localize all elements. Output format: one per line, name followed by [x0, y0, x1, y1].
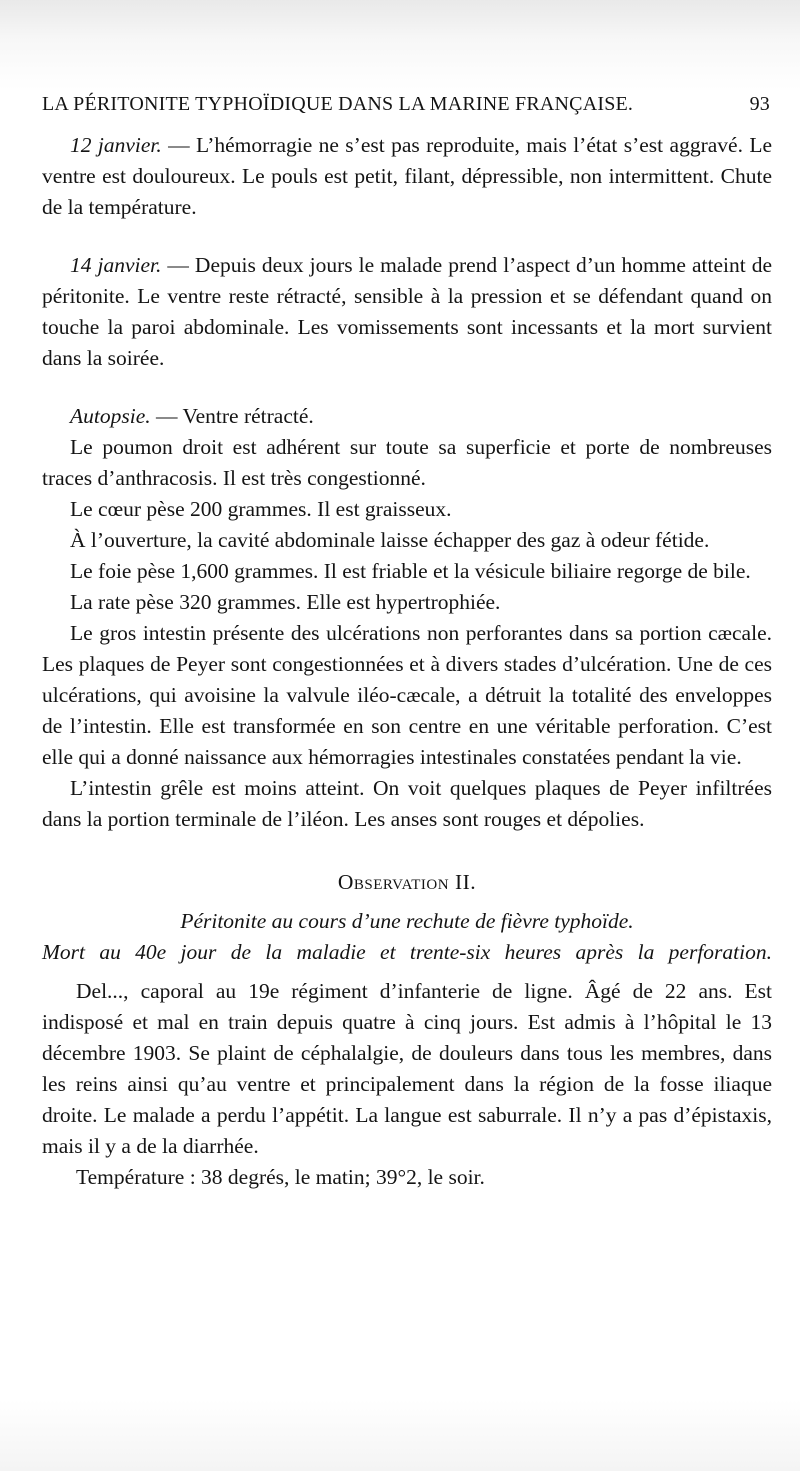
observation-paragraph: Température : 38 degrés, le matin; 39°2, le soir. — [76, 1165, 485, 1189]
entry-text: — L’hémorragie ne s’est pas reproduite, mais l’état s’est aggravé. Le ventre est douloureux. Le pouls est petit, filant, dépressible, non intermittent. Chute de la température. — [42, 133, 772, 219]
autopsy-paragraph: L’intestin grêle est moins atteint. On voit quelques plaques de Peyer infiltrées dans la portion terminale de l’iléon. Les anses sont rouges et dépolies. — [42, 776, 772, 831]
autopsy-intro: — Ventre rétracté. — [150, 404, 314, 428]
autopsy-paragraph: Le foie pèse 1,600 grammes. Il est friable et la vésicule biliaire regorge de bile. — [70, 559, 751, 583]
observation-paragraph: Del..., caporal au 19e régiment d’infanterie de ligne. Âgé de 22 ans. Est indisposé et mal en train depuis quatre à cinq jours. Est admis à l’hôpital le 13 décembre 1903. Se plaint de céphalalgie, de douleurs dans tous les membres, dans les reins ainsi qu’au ventre et principalement dans la région de la fosse iliaque droite. Le malade a perdu l’appétit. La langue est saburrale. Il n’y a pas d’épistaxis, mais il y a de la diarrhée. — [42, 979, 772, 1158]
autopsy-paragraph: Le gros intestin présente des ulcérations non perforantes dans sa portion cæcale. Les plaques de Peyer sont congestionnées et à divers stades d’ulcération. Une de ces ulcérations, qui avoisine la valvule iléo-cæcale, a détruit la totalité des enveloppes de l’intestin. Elle est transformée en son centre en une véritable perforation. C’est elle qui a donné naissance aux hémorragies intestinales constatées pendant la vie. — [42, 621, 772, 769]
entry-14-janvier — [42, 250, 772, 374]
autopsy-paragraph: À l’ouverture, la cavité abdominale laisse échapper des gaz à odeur fétide. — [70, 528, 710, 552]
observation-subtitle-2: Mort au 40e jour de la maladie et trente-six heures après la perforation. — [42, 940, 772, 964]
observation-subtitle-1: Péritonite au cours d’une rechute de fièvre typhoïde. — [180, 909, 634, 933]
running-title: LA PÉRITONITE TYPHOÏDIQUE DANS LA MARINE FRANÇAISE. — [42, 93, 634, 115]
page-body — [42, 130, 772, 1193]
autopsy-label: Autopsie. — [70, 404, 151, 428]
autopsy-paragraph: Le cœur pèse 200 grammes. Il est graisseux. — [70, 497, 452, 521]
autopsy-paragraph: Le poumon droit est adhérent sur toute sa superficie et porte de nombreuses traces d’anthracosis. Il est très congestionné. — [42, 435, 772, 490]
observation-title: Observation II. — [337, 870, 477, 894]
entry-12-janvier — [42, 130, 772, 223]
autopsy-paragraph: La rate pèse 320 grammes. Elle est hypertrophiée. — [70, 590, 501, 614]
entry-date: 14 janvier. — [70, 253, 162, 277]
entry-text: — Depuis deux jours le malade prend l’aspect d’un homme atteint de péritonite. Le ventre reste rétracté, sensible à la pression et se défendant quand on touche la paroi abdominale. Les vomissements sont incessants et la mort survient dans la soirée. — [42, 253, 772, 370]
entry-date: 12 janvier. — [70, 133, 162, 157]
autopsy-heading — [42, 401, 772, 432]
page-number: 93 — [749, 93, 770, 115]
